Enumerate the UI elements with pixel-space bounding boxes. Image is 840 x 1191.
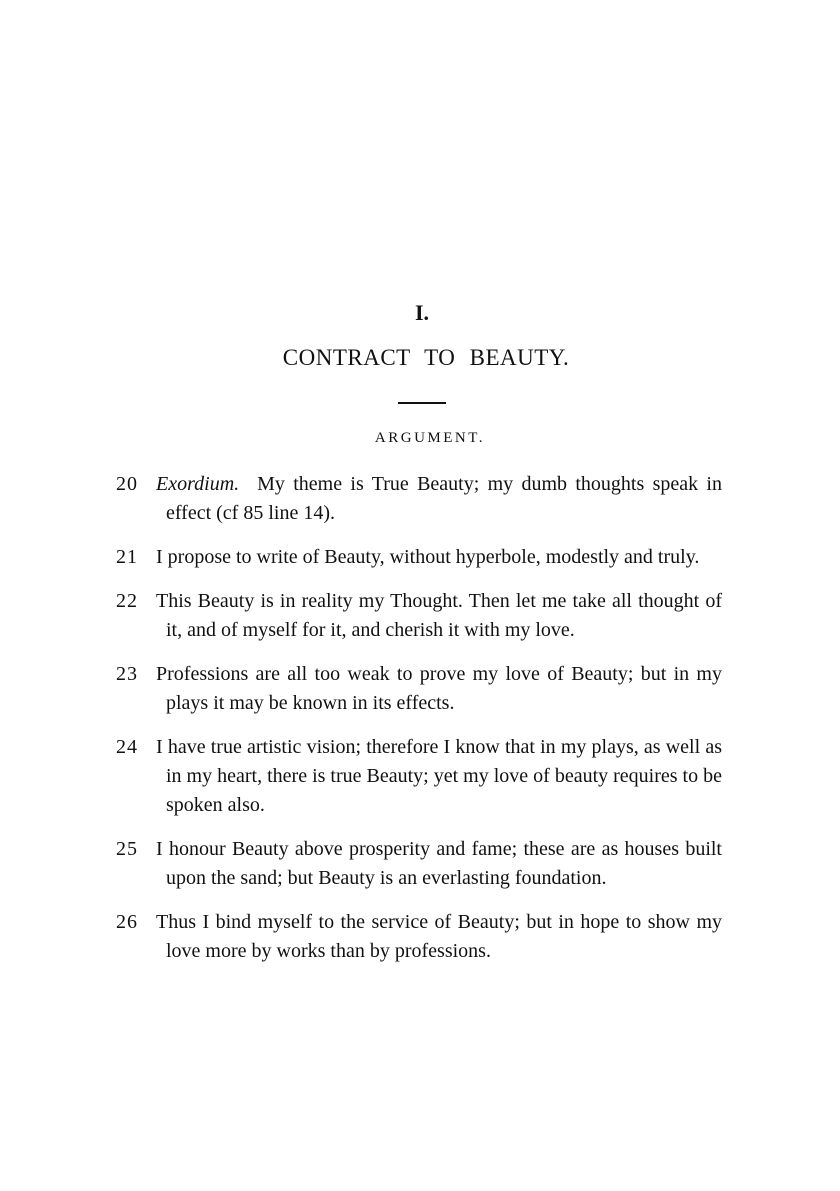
argument-entry [116, 835, 722, 893]
argument-entry [116, 660, 722, 718]
argument-entry [116, 733, 722, 820]
argument-entry [116, 908, 722, 966]
entry-text: I have true artistic vision; therefore I know that in my plays, as well as in my heart, there is true Beauty; yet my love of beauty requires to be spoken also. [156, 736, 722, 816]
chapter-title: CONTRACT TO BEAUTY. [282, 345, 570, 370]
chapter-number: I. [414, 300, 430, 325]
entry-number: 25 [116, 838, 138, 860]
entry-text: Professions are all too weak to prove my love of Beauty; but in my plays it may be known in its effects. [156, 663, 722, 714]
entry-lead: Exordium. [156, 473, 240, 495]
entry-text: Thus I bind myself to the service of Beauty; but in hope to show my love more by works than by professions. [156, 911, 722, 962]
entry-number: 21 [116, 546, 138, 568]
entry-number: 26 [116, 911, 138, 933]
entry-number: 22 [116, 590, 138, 612]
entry-number: 23 [116, 663, 138, 685]
argument-list [116, 470, 722, 981]
argument-entry [116, 470, 722, 528]
entry-number: 24 [116, 736, 138, 758]
argument-heading: ARGUMENT. [374, 430, 486, 446]
title-divider [398, 402, 446, 404]
entry-text: I honour Beauty above prosperity and fame; these are as houses built upon the sand; but Beauty is an everlasting foundation. [156, 838, 722, 889]
argument-entry [116, 543, 722, 572]
entry-text: My theme is True Beauty; my dumb thoughts speak in effect (cf 85 line 14). [166, 473, 722, 524]
argument-entry [116, 587, 722, 645]
entry-text: This Beauty is in reality my Thought. Then let me take all thought of it, and of myself for it, and cherish it with my love. [156, 590, 722, 641]
entry-number: 20 [116, 473, 138, 495]
entry-text: I propose to write of Beauty, without hyperbole, modestly and truly. [156, 546, 700, 568]
